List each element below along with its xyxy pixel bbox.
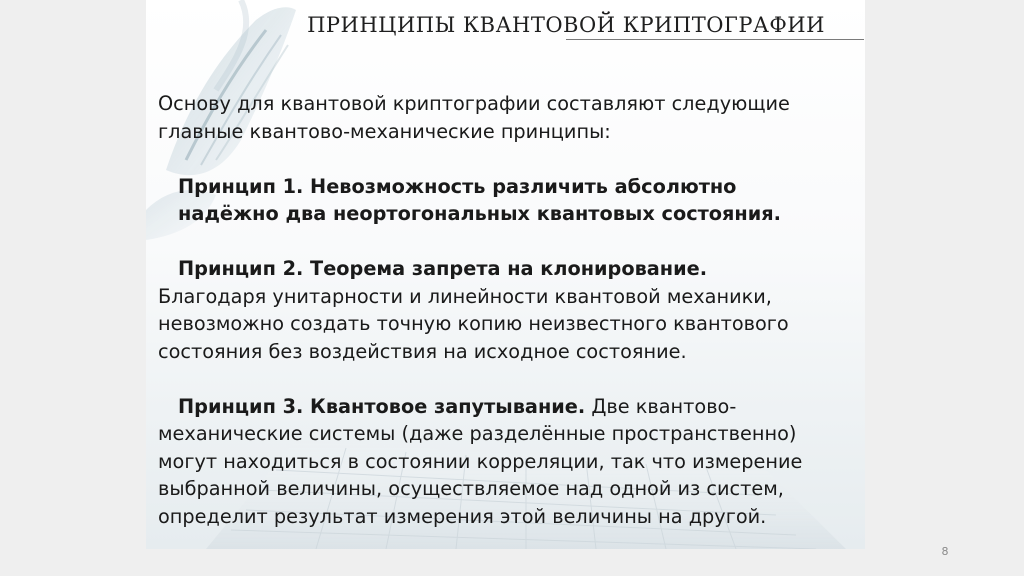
intro-paragraph: Основу для квантовой криптографии составляют следующие главные квантово-механические принципы:	[158, 92, 790, 143]
page-number: 8	[941, 545, 949, 558]
principle-2	[158, 255, 862, 365]
paragraph-spacer	[158, 145, 862, 173]
principle-1	[158, 173, 862, 228]
principle-3-text: Две квантово- механические системы (даже разделённые пространственно) могут находиться в состоянии корреляции, так что измерение выбранной величины, осуществляемое над одной из систем, определит результат измерения этой величины на другой.	[158, 394, 803, 528]
title-underline	[566, 39, 864, 40]
paragraph-spacer	[158, 365, 862, 393]
slide-body	[158, 90, 862, 530]
principle-1-heading: Принцип 1. Невозможность различить абсолютно надёжно два неортогональных квантовых состояния.	[178, 174, 781, 225]
principle-2-heading: Принцип 2. Теорема запрета на клонирование.	[178, 257, 708, 280]
slide-title: ПРИНЦИПЫ КВАНТОВОЙ КРИПТОГРАФИИ	[307, 13, 825, 37]
slide	[146, 0, 865, 549]
principle-3	[158, 393, 862, 531]
paragraph-spacer	[158, 228, 862, 256]
principle-2-text: Благодаря унитарности и линейности квантовой механики, невозможно создать точную копию неизвестного квантового состояния без воздействия на исходное состояние.	[158, 284, 789, 363]
principle-3-heading: Принцип 3. Квантовое запутывание.	[178, 394, 586, 418]
